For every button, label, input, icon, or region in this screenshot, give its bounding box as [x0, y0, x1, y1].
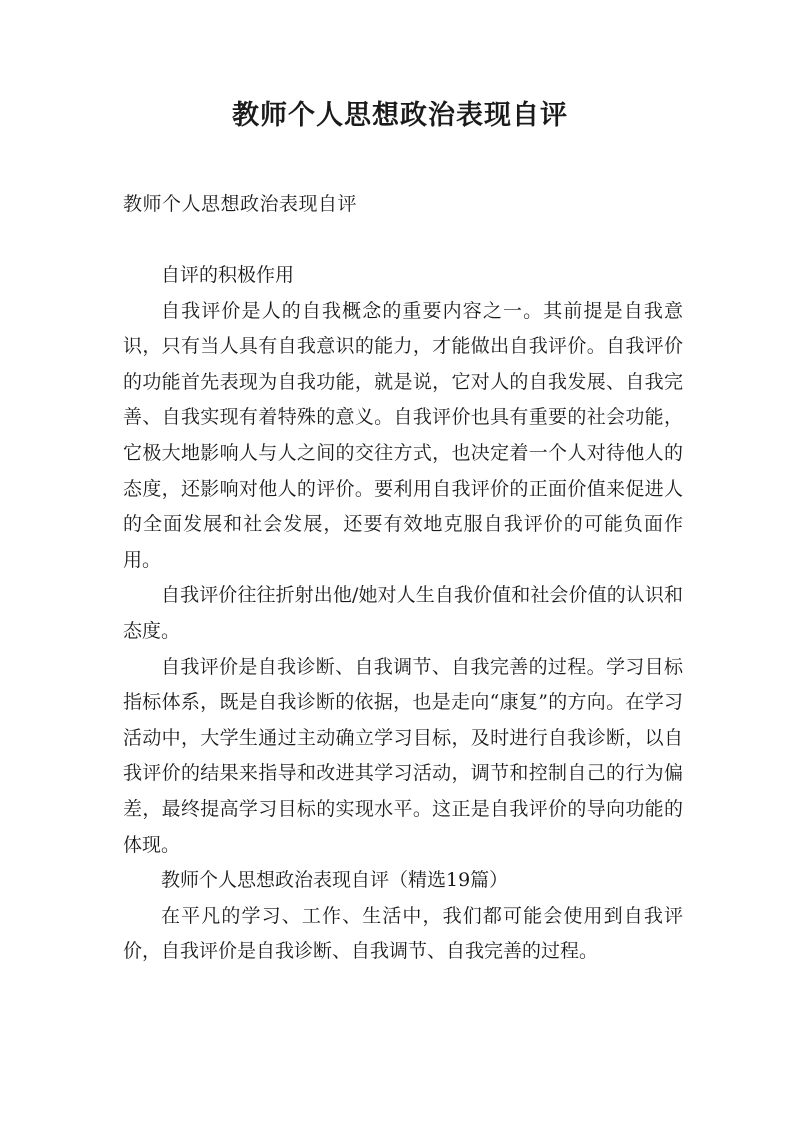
section-heading: 自评的积极作用	[161, 264, 295, 286]
document-body	[123, 258, 683, 970]
document-title: 教师个人思想政治表现自评	[232, 100, 568, 131]
body-paragraph: 自我评价往往折射出他/她对人生自我价值和社会价值的认识和态度。	[123, 584, 683, 642]
body-paragraph: 自我评价是自我诊断、自我调节、自我完善的过程。学习目标指标体系，既是自我诊断的依据，也是走向“康复”的方向。在学习活动中，大学生通过主动确立学习目标，及时进行自我诊断，以自我评价的结果来指导和改进其学习活动，调节和控制自己的行为偏差，最终提高学习目标的实现水平。这正是自我评价的导向功能的体现。	[123, 655, 683, 856]
body-paragraph: 自我评价是人的自我概念的重要内容之一。其前提是自我意识，只有当人具有自我意识的能力，才能做出自我评价。自我评价的功能首先表现为自我功能，就是说，它对人的自我发展、自我完善、自我实现有着特殊的意义。自我评价也具有重要的社会功能，它极大地影响人与人之间的交往方式，也决定着一个人对待他人的态度，还影响对他人的评价。要利用自我评价的正面价值来促进人的全面发展和社会发展，还要有效地克服自我评价的可能负面作用。	[123, 299, 683, 571]
document-subtitle: 教师个人思想政治表现自评	[123, 193, 358, 215]
body-paragraph: 在平凡的学习、工作、生活中，我们都可能会使用到自我评价，自我评价是自我诊断、自我调节、自我完善的过程。	[123, 904, 683, 963]
section-heading: 教师个人思想政治表现自评（精选19篇）	[161, 869, 509, 892]
